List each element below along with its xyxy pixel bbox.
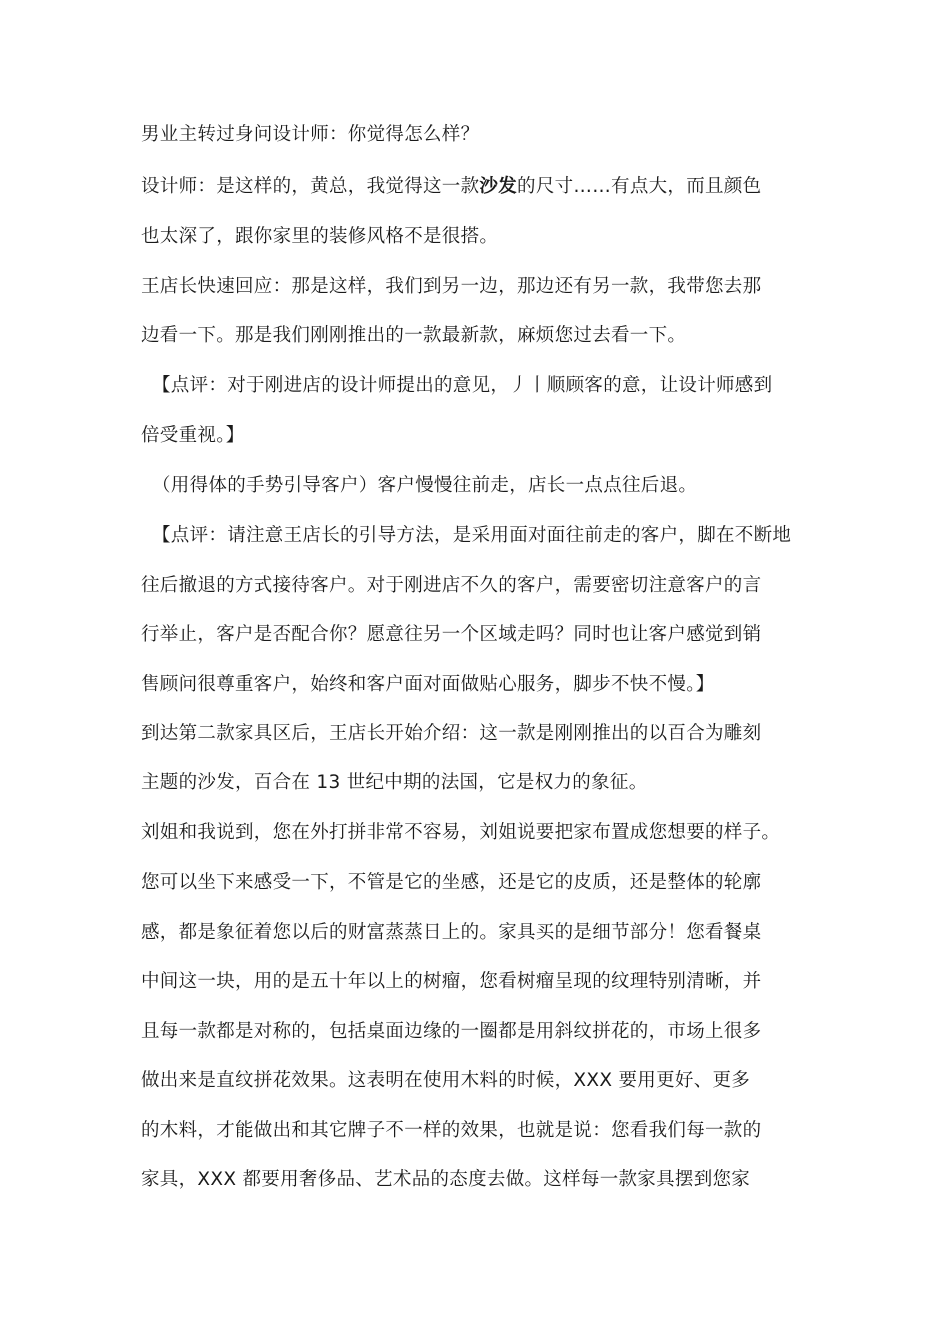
text-run: 的尺寸……有点大，而且颜色 [517,176,762,197]
text-line: 家具，XXX 都要用奢侈品、艺术品的态度去做。这样每一款家具摆到您家 [141,1169,751,1190]
text-line: 感，都是象征着您以后的财富蒸蒸日上的。家具买的是细节部分！您看餐桌 [141,922,762,943]
text-line: 男业主转过身问设计师：你觉得怎么样？ [141,124,480,145]
text-line: 且每一款都是对称的，包括桌面边缘的一圈都是用斜纹拼花的，市场上很多 [141,1021,762,1042]
text-line: 中间这一块，用的是五十年以上的树瘤，您看树瘤呈现的纹理特别清晰，并 [141,971,762,992]
text-line: 也太深了，跟你家里的装修风格不是很搭。 [141,226,499,247]
text-line: 的木料，才能做出和其它牌子不一样的效果，也就是说：您看我们每一款的 [141,1120,762,1141]
text-line: 您可以坐下来感受一下，不管是它的坐感，还是它的皮质，还是整体的轮廓 [141,872,762,893]
comment-line: 倍受重视。】 [141,425,245,446]
text-line: （用得体的手势引导客户）客户慢慢往前走，店长一点点往后退。 [152,475,698,496]
text-line: 王店长快速回应：那是这样，我们到另一边，那边还有另一款，我带您去那 [141,276,762,297]
comment-line: 往后撤退的方式接待客户。对于刚进店不久的客户，需要密切注意客户的言 [141,575,762,596]
text-line: 到达第二款家具区后，王店长开始介绍：这一款是刚刚推出的以百合为雕刻 [141,723,762,744]
comment-line: 【点评：对于刚进店的设计师提出的意见，丿丨顺顾客的意，让设计师感到 [152,375,773,396]
text-line [141,175,761,199]
text-line: 边看一下。那是我们刚刚推出的一款最新款，麻烦您过去看一下。 [141,325,687,346]
text-line: 主题的沙发，百合在 13 世纪中期的法国，它是权力的象征。 [141,772,648,793]
text-run: 设计师：是这样的，黄总，我觉得这一款 [141,176,480,197]
comment-line: 售顾问很尊重客户，始终和客户面对面做贴心服务，脚步不快不慢。】 [141,674,715,695]
text-line: 做出来是直纹拼花效果。这表明在使用木料的时候，XXX 要用更好、更多 [141,1070,751,1091]
comment-line: 行举止，客户是否配合你？愿意往另一个区域走吗？同时也让客户感觉到销 [141,624,762,645]
text-line: 刘姐和我说到，您在外打拼非常不容易，刘姐说要把家布置成您想要的样子。 [141,822,781,843]
comment-line: 【点评：请注意王店长的引导方法，是采用面对面往前走的客户，脚在不断地 [152,525,792,546]
emphasis-text: 沙发 [479,176,518,197]
